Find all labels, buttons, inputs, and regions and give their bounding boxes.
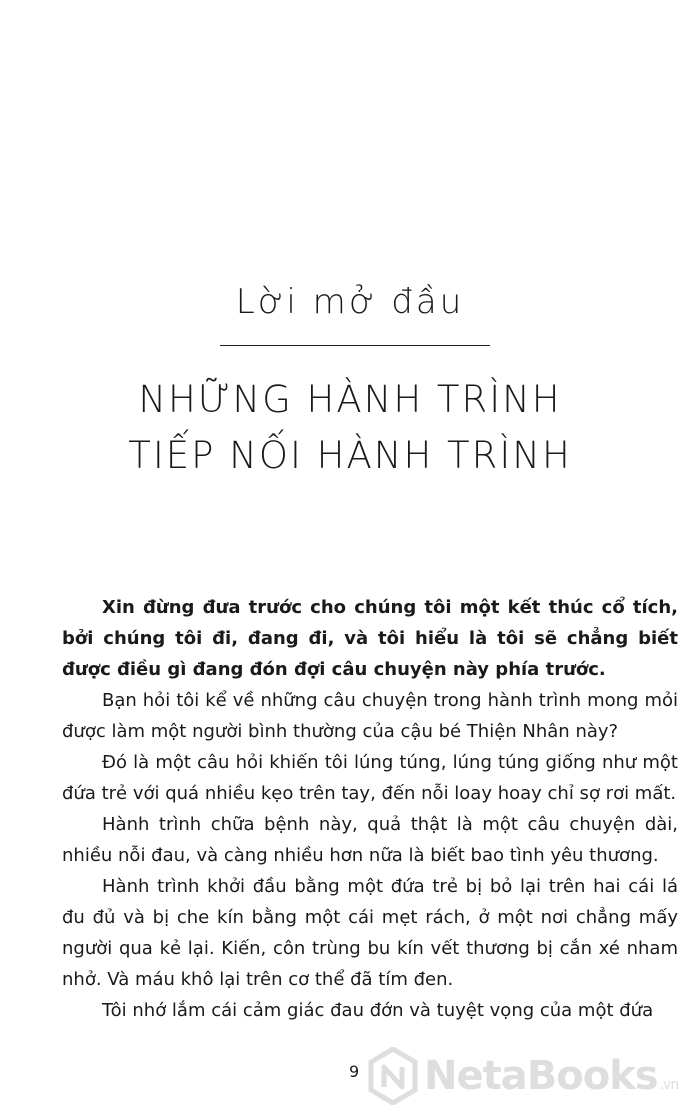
paragraph: Hành trình chữa bệnh này, quả thật là một câu chuyện dài, nhiều nỗi đau, và càng nhiều hơn nữa là biết bao tình yêu thương. (62, 814, 678, 866)
body-text (62, 592, 678, 1026)
chapter-title (0, 372, 700, 484)
watermark-brand: NetaBooks .vn (424, 1053, 679, 1099)
paragraph: Đó là một câu hỏi khiến tôi lúng túng, lúng túng giống như một đứa trẻ với quá nhiều kẹo trên tay, đến nỗi loay hoay chỉ sợ rơi mất. (62, 752, 678, 804)
netabooks-logo-icon (368, 1047, 418, 1105)
watermark-suffix: .vn (659, 1077, 679, 1093)
paragraph: Hành trình khởi đầu bằng một đứa trẻ bị bỏ lại trên hai cái lá đu đủ và bị che kín bằng một cái mẹt rách, ở một nơi chẳng mấy người qua kẻ lại. Kiến, côn trùng bu kín vết thương bị cắn xé nham nhở. Và máu khô lại trên cơ thể đã tím đen. (62, 876, 678, 990)
paragraph: Bạn hỏi tôi kể về những câu chuyện trong hành trình mong mỏi được làm một người bình thường của cậu bé Thiện Nhân này? (62, 690, 678, 742)
chapter-kicker: Lời mở đầu (235, 282, 465, 322)
chapter-title-line-2: TIẾP NỐI HÀNH TRÌNH (128, 434, 572, 477)
title-divider (220, 345, 490, 346)
paragraph: Tôi nhớ lắm cái cảm giác đau đớn và tuyệt vọng của một đứa (102, 1000, 654, 1021)
lead-paragraph: Xin đừng đưa trước cho chúng tôi một kết thúc cổ tích, bởi chúng tôi đi, đang đi, và tôi hiểu là tôi sẽ chẳng biết được điều gì đang đón đợi câu chuyện này phía trước. (62, 597, 678, 680)
page-number: 9 (349, 1062, 360, 1081)
watermark (368, 1046, 698, 1106)
chapter-title-line-1: NHỮNG HÀNH TRÌNH (138, 378, 562, 421)
